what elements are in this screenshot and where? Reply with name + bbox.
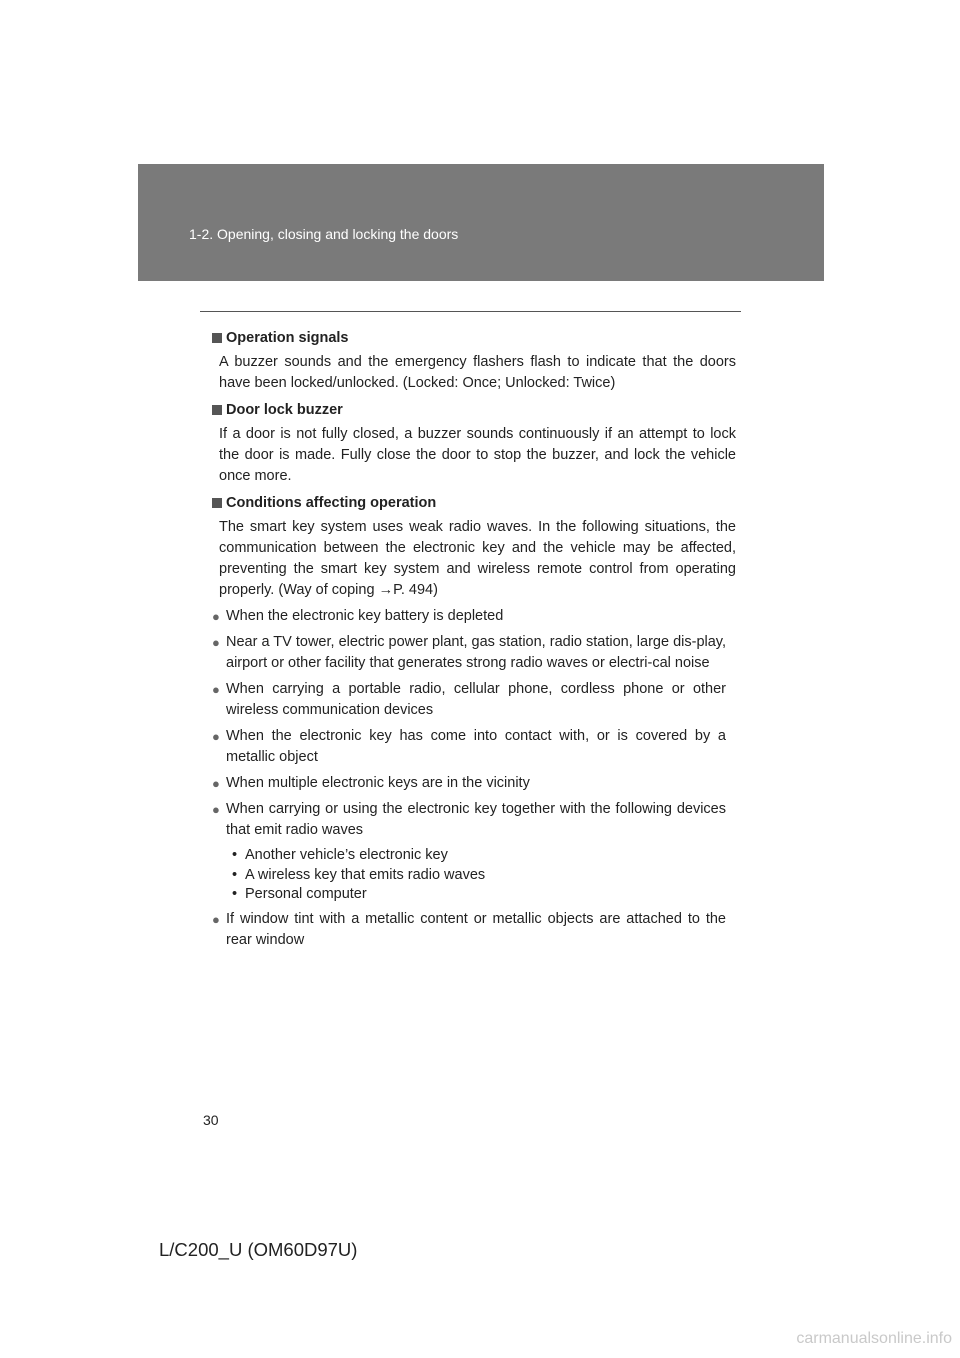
section-conditions-affecting-operation [212, 493, 736, 951]
small-dot-icon: • [232, 886, 238, 902]
list-item: ● When the electronic key battery is depleted [212, 606, 736, 627]
small-dot-icon: • [232, 866, 238, 883]
section-body: A buzzer sounds and the emergency flashers flash to indicate that the doors have been locked/unlocked. (Locked: Once; Unlocked: Twice) [219, 354, 736, 391]
device-sublist [212, 846, 736, 905]
chapter-header-band [138, 164, 824, 281]
circle-bullet-icon: ● [212, 635, 220, 650]
circle-bullet-icon: ● [212, 729, 220, 744]
circle-bullet-icon: ● [212, 776, 220, 791]
section-title: Operation signals [226, 330, 349, 346]
sub-list-item: • A wireless key that emits radio waves [232, 866, 736, 886]
sub-list-item: • Personal computer [232, 885, 736, 905]
section-door-lock-buzzer [212, 400, 736, 487]
square-bullet-icon [212, 498, 222, 508]
list-item: ● Near a TV tower, electric power plant, gas station, radio station, large dis-play, airport or other facility that generates strong radio waves or electri-cal noise [212, 632, 736, 674]
manual-code: L/C200_U (OM60D97U) [159, 1239, 358, 1260]
circle-bullet-icon: ● [212, 911, 220, 927]
list-item: ● If window tint with a metallic content or metallic objects are attached to the rear window [212, 909, 736, 951]
circle-bullet-icon: ● [212, 682, 220, 697]
small-dot-icon: • [232, 847, 238, 863]
divider [200, 311, 741, 312]
main-content [212, 328, 736, 957]
square-bullet-icon [212, 405, 222, 415]
sub-list-item: • Another vehicle’s electronic key [232, 846, 736, 866]
section-body: The smart key system uses weak radio waves. In the following situations, the communication between the electronic key and the vehicle may be affected, preventing the smart key system and wireless remote control from operating properly. (Way of coping →P. 494) [219, 519, 736, 598]
section-title: Conditions affecting operation [226, 495, 437, 511]
section-title: Door lock buzzer [226, 402, 343, 418]
section-operation-signals [212, 328, 736, 394]
list-item: ● When carrying a portable radio, cellular phone, cordless phone or other wireless communication devices [212, 679, 736, 721]
watermark: carmanualsonline.info [796, 1330, 952, 1347]
list-item: ● When multiple electronic keys are in the vicinity [212, 773, 736, 794]
circle-bullet-icon: ● [212, 609, 220, 624]
list-item: ● When carrying or using the electronic key together with the following devices that emit radio waves [212, 799, 736, 841]
conditions-list [212, 606, 736, 951]
section-body: If a door is not fully closed, a buzzer sounds continuously if an attempt to lock the door is made. Fully close the door to stop the buzzer, and lock the vehicle once more. [219, 426, 736, 484]
list-item: ● When the electronic key has come into contact with, or is covered by a metallic object [212, 726, 736, 768]
page-number: 30 [203, 1112, 219, 1128]
square-bullet-icon [212, 333, 222, 343]
breadcrumb: 1-2. Opening, closing and locking the doors [189, 226, 459, 242]
circle-bullet-icon: ● [212, 802, 220, 817]
